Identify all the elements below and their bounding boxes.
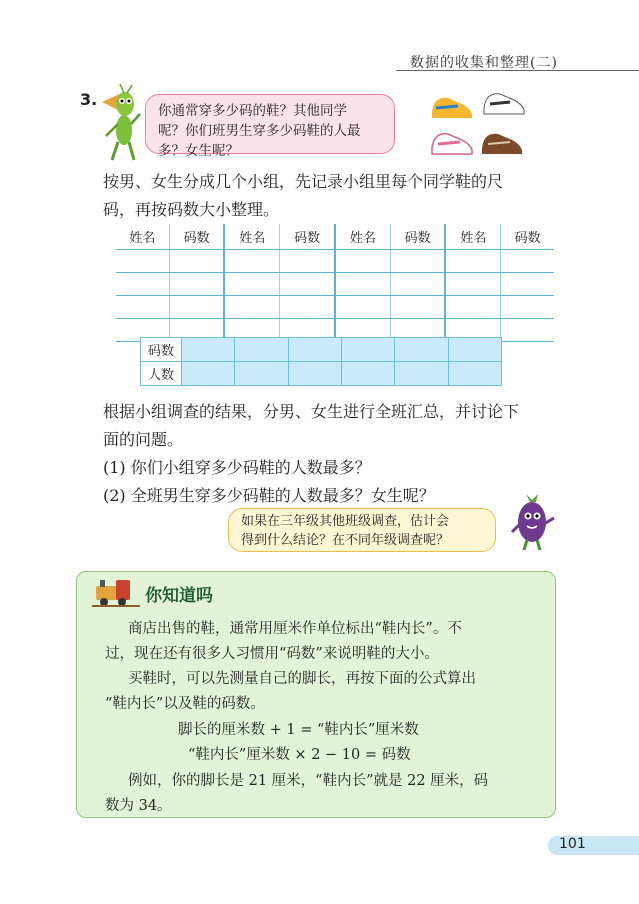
blank-cell[interactable]	[341, 362, 394, 386]
blank-cell[interactable]	[288, 338, 341, 362]
blank-cell[interactable]	[390, 273, 445, 296]
blank-cell[interactable]	[445, 296, 500, 319]
blank-cell[interactable]	[224, 273, 279, 296]
know-line: 数为 34。	[105, 798, 172, 814]
record-table-row	[116, 296, 554, 319]
summary-label: 码数	[141, 338, 182, 362]
train-icon	[92, 576, 142, 608]
header-cell-size: 码数	[280, 224, 335, 250]
header-cell-name: 姓名	[116, 224, 169, 250]
formula-line: “鞋内长”厘米数 × 2 − 10 = 码数	[188, 747, 411, 763]
know-line: 过，现在还有很多人习惯用“码数”来说明鞋的大小。	[105, 646, 439, 662]
instruction-line: 码，再按码数大小整理。	[103, 200, 280, 219]
blank-cell[interactable]	[335, 273, 390, 296]
bubble-line: 多？女生呢？	[158, 143, 239, 159]
grasshopper-mascot-icon	[98, 84, 144, 164]
blank-cell[interactable]	[182, 362, 235, 386]
did-you-know-title: 你知道吗	[145, 586, 213, 606]
blank-cell[interactable]	[280, 273, 335, 296]
know-line: 商店出售的鞋，通常用厘米作单位标出“鞋内长”。不	[128, 621, 462, 637]
blank-cell[interactable]	[445, 273, 500, 296]
hint-line: 如果在三年级其他班级调查，估计会	[241, 514, 450, 529]
blank-cell[interactable]	[116, 273, 169, 296]
discussion-text	[103, 398, 563, 510]
blank-cell[interactable]	[448, 362, 501, 386]
blank-cell[interactable]	[335, 250, 390, 273]
blank-cell[interactable]	[169, 273, 224, 296]
bubble-line: 你通常穿多少码的鞋？其他同学	[158, 103, 347, 119]
blank-cell[interactable]	[288, 362, 341, 386]
blank-cell[interactable]	[280, 296, 335, 319]
blank-cell[interactable]	[501, 273, 554, 296]
blank-cell[interactable]	[224, 296, 279, 319]
discussion-line: 根据小组调查的结果，分男、女生进行全班汇总，并讨论下	[103, 402, 520, 421]
blank-cell[interactable]	[395, 362, 448, 386]
blank-cell[interactable]	[182, 338, 235, 362]
formula-line: 脚长的厘米数 + 1 = “鞋内长”厘米数	[178, 722, 419, 738]
header-cell-size: 码数	[501, 224, 554, 250]
blank-cell[interactable]	[448, 338, 501, 362]
blank-cell[interactable]	[390, 250, 445, 273]
blank-cell[interactable]	[235, 338, 288, 362]
question-number: 3.	[80, 90, 98, 109]
header-cell-size: 码数	[390, 224, 445, 250]
know-line: “鞋内长”以及鞋的码数。	[105, 696, 265, 712]
blank-cell[interactable]	[224, 250, 279, 273]
eggplant-mascot-icon	[508, 490, 560, 554]
header-cell-size: 码数	[169, 224, 224, 250]
discussion-line: 面的问题。	[103, 430, 184, 449]
page-number: 101	[559, 836, 586, 852]
header-cell-name: 姓名	[445, 224, 500, 250]
question-speech-bubble	[145, 94, 395, 159]
record-table-row	[116, 273, 554, 296]
know-line: 例如，你的脚长是 21 厘米，“鞋内长”就是 22 厘米，码	[128, 773, 489, 789]
record-table-row	[116, 250, 554, 273]
blank-cell[interactable]	[341, 338, 394, 362]
instruction-text	[103, 168, 563, 224]
question-1: (1) 你们小组穿多少码鞋的人数最多？	[103, 458, 371, 477]
instruction-line: 按男、女生分成几个小组，先记录小组里每个同学鞋的尺	[103, 172, 504, 191]
blank-cell[interactable]	[280, 250, 335, 273]
question-2: (2) 全班男生穿多少码鞋的人数最多？女生呢？	[103, 486, 435, 505]
shoes-illustration-icon	[428, 86, 528, 166]
bubble-line: 呢？你们班男生穿多少码鞋的人最	[158, 123, 361, 139]
blank-cell[interactable]	[501, 250, 554, 273]
blank-cell[interactable]	[116, 250, 169, 273]
blank-cell[interactable]	[390, 296, 445, 319]
summary-row-count	[141, 362, 502, 386]
header-rule	[396, 70, 639, 71]
header-cell-name: 姓名	[224, 224, 279, 250]
blank-cell[interactable]	[501, 296, 554, 319]
blank-cell[interactable]	[335, 296, 390, 319]
blank-cell[interactable]	[116, 296, 169, 319]
summary-row-size	[141, 338, 502, 362]
summary-label: 人数	[141, 362, 182, 386]
record-table	[116, 224, 554, 342]
blank-cell[interactable]	[169, 250, 224, 273]
blank-cell[interactable]	[501, 319, 554, 342]
record-table-header-row	[116, 224, 554, 250]
header-cell-name: 姓名	[335, 224, 390, 250]
blank-cell[interactable]	[169, 296, 224, 319]
hint-speech-bubble	[228, 508, 496, 552]
know-line: 买鞋时，可以先测量自己的脚长，再按下面的公式算出	[128, 671, 476, 687]
blank-cell[interactable]	[445, 250, 500, 273]
summary-table	[140, 337, 502, 386]
blank-cell[interactable]	[235, 362, 288, 386]
hint-line: 得到什么结论？在不同年级调查呢？	[241, 533, 450, 548]
blank-cell[interactable]	[395, 338, 448, 362]
header-title: 数据的收集和整理(二)	[410, 55, 558, 71]
